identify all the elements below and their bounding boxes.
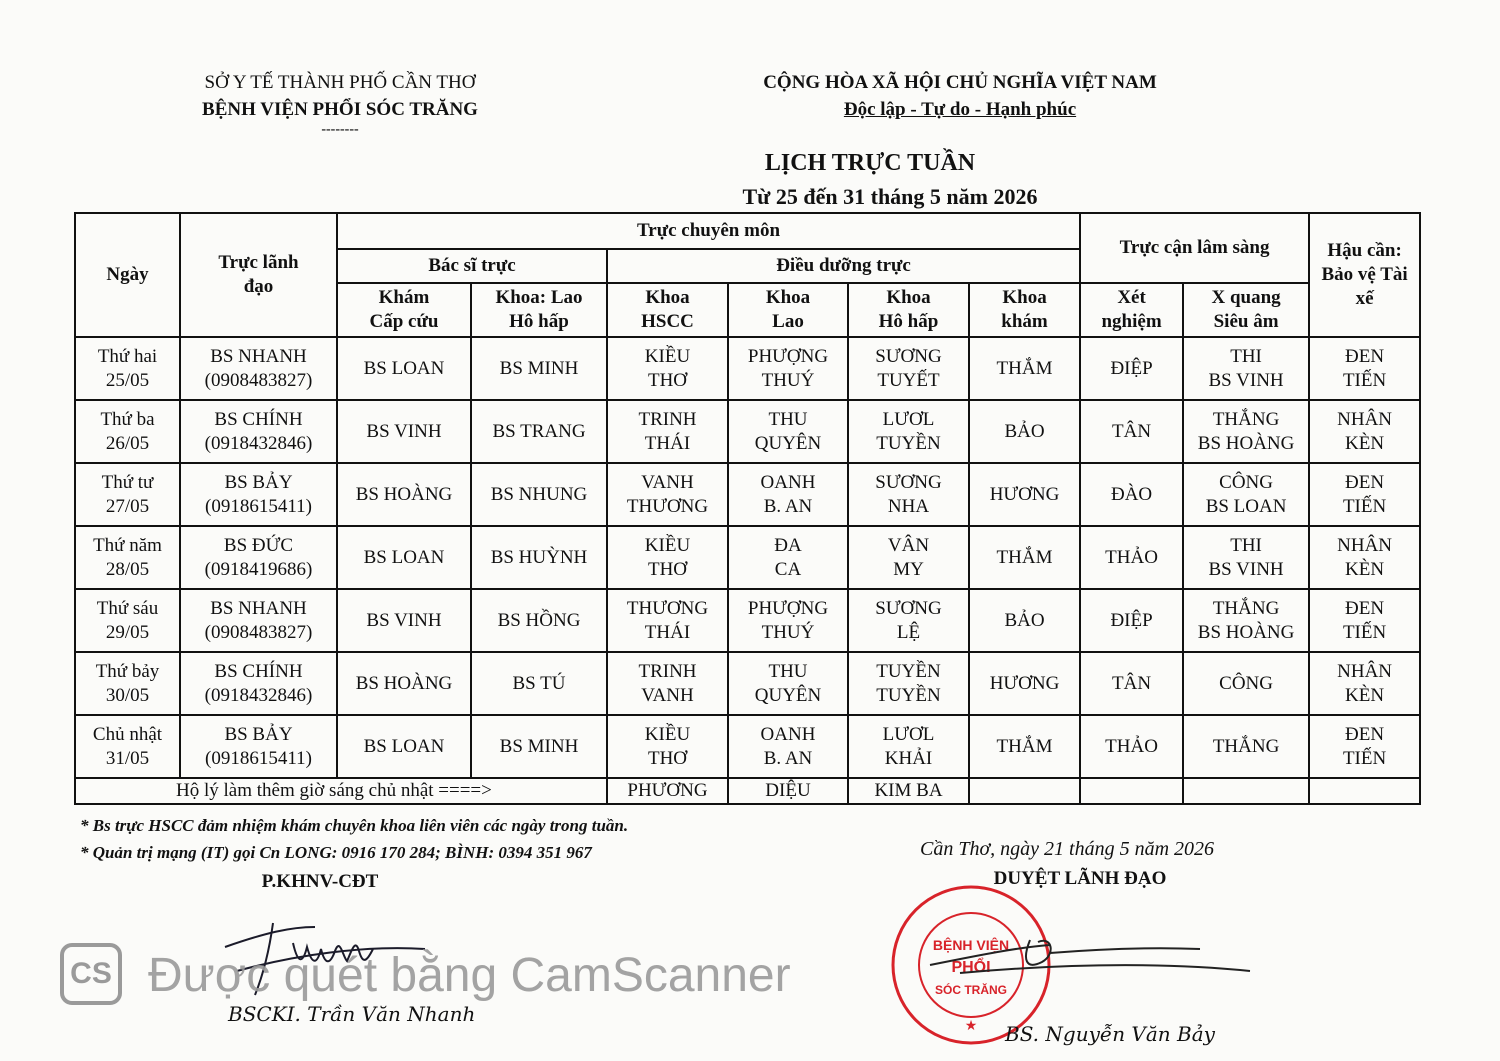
hscc-nurse-cell: THƯƠNG THÁI — [607, 589, 728, 652]
day-cell: Thứ năm 28/05 — [75, 526, 180, 589]
emergency-doctor-cell: BS LOAN — [337, 715, 471, 778]
hscc-nurse-cell: TRINH THÁI — [607, 400, 728, 463]
lab-cell: THẢO — [1080, 526, 1183, 589]
document-title: LỊCH TRỰC TUẦN — [764, 150, 976, 176]
lung-doctor-cell: BS MINH — [471, 715, 607, 778]
lab-cell: ĐIỆP — [1080, 589, 1183, 652]
lung-doctor-cell: BS TRANG — [471, 400, 607, 463]
footer-resp: KIM BA — [848, 778, 969, 804]
col-hscc-header: Khoa HSCC — [607, 283, 728, 337]
svg-text:BỆNH VIỆN: BỆNH VIỆN — [932, 937, 1010, 953]
exam-nurse-cell: BẢO — [969, 589, 1080, 652]
lab-cell: TÂN — [1080, 652, 1183, 715]
lab-cell: THẢO — [1080, 715, 1183, 778]
lung-doctor-cell: BS TÚ — [471, 652, 607, 715]
leader-cell: BS CHÍNH (0918432846) — [180, 652, 337, 715]
emergency-doctor-cell: BS LOAN — [337, 526, 471, 589]
camscanner-watermark-text: Được quét bằng CamScanner — [148, 949, 791, 1002]
table-row — [75, 526, 1420, 589]
note-line-1: * Bs trực HSCC đảm nhiệm khám chuyên khoa liên viên các ngày trong tuần. — [80, 816, 629, 835]
emergency-doctor-cell: BS HOÀNG — [337, 463, 471, 526]
table-row — [75, 400, 1420, 463]
tb-nurse-cell: THU QUYÊN — [728, 400, 848, 463]
document-subtitle: Từ 25 đến 31 tháng 5 năm 2026 — [742, 184, 1038, 209]
nurse-group-header: Điều dưỡng trực — [607, 249, 1080, 283]
day-cell: Thứ tư 27/05 — [75, 463, 180, 526]
lung-doctor-cell: BS NHUNG — [471, 463, 607, 526]
table-row — [75, 715, 1420, 778]
paraclinical-group-header: Trực cận lâm sàng — [1080, 213, 1309, 283]
resp-nurse-cell: TUYỀN TUYỀN — [848, 652, 969, 715]
xray-cell: THẮNG — [1183, 715, 1309, 778]
left-dept-label: P.KHNV-CĐT — [261, 871, 379, 892]
col-lung-header: Khoa: Lao Hô hấp — [471, 283, 607, 337]
leader-cell: BS NHANH (0908483827) — [180, 337, 337, 400]
leader-cell: BS BẢY (0918615411) — [180, 463, 337, 526]
hospital-name: BỆNH VIỆN PHỔI SÓC TRĂNG — [202, 99, 478, 120]
logistics-cell: ĐEN TIẾN — [1309, 589, 1420, 652]
right-signature — [900, 925, 1260, 995]
table-row — [75, 589, 1420, 652]
country-motto: Độc lập - Tự do - Hạnh phúc — [843, 99, 1077, 120]
tb-nurse-cell: THU QUYÊN — [728, 652, 848, 715]
place-date: Cần Thơ, ngày 21 tháng 5 năm 2026 — [920, 838, 1215, 860]
resp-nurse-cell: VÂN MY — [848, 526, 969, 589]
resp-nurse-cell: SƯƠNG TUYẾT — [848, 337, 969, 400]
camscanner-badge: CS — [60, 943, 122, 1005]
specialty-group-header: Trực chuyên môn — [337, 213, 1080, 249]
doctor-group-header: Bác sĩ trực — [337, 249, 607, 283]
col-tb-header: Khoa Lao — [728, 283, 848, 337]
day-cell: Thứ hai 25/05 — [75, 337, 180, 400]
tb-nurse-cell: PHƯỢNG THUÝ — [728, 589, 848, 652]
exam-nurse-cell: BẢO — [969, 400, 1080, 463]
table-row — [75, 337, 1420, 400]
leader-cell: BS NHANH (0908483827) — [180, 589, 337, 652]
xray-cell: CÔNG BS LOAN — [1183, 463, 1309, 526]
lung-doctor-cell: BS MINH — [471, 337, 607, 400]
logistics-cell: NHÂN KÈN — [1309, 400, 1420, 463]
logistics-cell: ĐEN TIẾN — [1309, 463, 1420, 526]
day-cell: Thứ ba 26/05 — [75, 400, 180, 463]
logistics-cell: NHÂN KÈN — [1309, 526, 1420, 589]
footer-empty — [1080, 778, 1183, 804]
tb-nurse-cell: OANH B. AN — [728, 463, 848, 526]
table-row — [75, 652, 1420, 715]
note-line-2: * Quản trị mạng (IT) gọi Cn LONG: 0916 170 284; BÌNH: 0394 351 967 — [80, 843, 592, 862]
svg-text:PHỔI: PHỔI — [951, 959, 991, 976]
hscc-nurse-cell: TRINH VANH — [607, 652, 728, 715]
xray-cell: THI BS VINH — [1183, 526, 1309, 589]
department-name: SỞ Y TẾ THÀNH PHỐ CẦN THƠ — [204, 72, 476, 93]
leader-cell: BS CHÍNH (0918432846) — [180, 400, 337, 463]
country-name: CỘNG HÒA XÃ HỘI CHỦ NGHĨA VIỆT NAM — [763, 72, 1157, 93]
approval-title: DUYỆT LÃNH ĐẠO — [993, 868, 1167, 889]
hscc-nurse-cell: VANH THƯƠNG — [607, 463, 728, 526]
footer-empty — [969, 778, 1080, 804]
leader-cell: BS BẢY (0918615411) — [180, 715, 337, 778]
lung-doctor-cell: BS HỒNG — [471, 589, 607, 652]
resp-nurse-cell: LƯƠL TUYỀN — [848, 400, 969, 463]
exam-nurse-cell: THẮM — [969, 715, 1080, 778]
logistics-cell: NHÂN KÈN — [1309, 652, 1420, 715]
resp-nurse-cell: SƯƠNG NHA — [848, 463, 969, 526]
svg-text:SÓC TRĂNG: SÓC TRĂNG — [935, 983, 1007, 997]
tb-nurse-cell: ĐA CA — [728, 526, 848, 589]
day-cell: Chủ nhật 31/05 — [75, 715, 180, 778]
col-exam-header: Khoa khám — [969, 283, 1080, 337]
col-resp-header: Khoa Hô hấp — [848, 283, 969, 337]
col-emergency-header: Khám Cấp cứu — [337, 283, 471, 337]
exam-nurse-cell: THẮM — [969, 337, 1080, 400]
logistics-header: Hậu cần: Bảo vệ Tài xế — [1309, 213, 1420, 337]
logistics-cell: ĐEN TIẾN — [1309, 337, 1420, 400]
col-lab-header: Xét nghiệm — [1080, 283, 1183, 337]
xray-cell: THI BS VINH — [1183, 337, 1309, 400]
col-day-header: Ngày — [75, 213, 180, 337]
resp-nurse-cell: SƯƠNG LỆ — [848, 589, 969, 652]
footer-row — [75, 778, 1420, 804]
lab-cell: ĐÀO — [1080, 463, 1183, 526]
exam-nurse-cell: HƯƠNG — [969, 463, 1080, 526]
day-cell: Thứ sáu 29/05 — [75, 589, 180, 652]
xray-cell: THẮNG BS HOÀNG — [1183, 589, 1309, 652]
col-leader-header: Trực lãnh đạo — [180, 213, 337, 337]
table-row — [75, 463, 1420, 526]
exam-nurse-cell: THẮM — [969, 526, 1080, 589]
left-signer-name: BSCKI. Trần Văn Nhanh — [228, 1002, 476, 1026]
hscc-nurse-cell: KIỀU THƠ — [607, 715, 728, 778]
emergency-doctor-cell: BS HOÀNG — [337, 652, 471, 715]
lab-cell: ĐIỆP — [1080, 337, 1183, 400]
emergency-doctor-cell: BS VINH — [337, 589, 471, 652]
tb-nurse-cell: PHƯỢNG THUÝ — [728, 337, 848, 400]
hscc-nurse-cell: KIỀU THƠ — [607, 337, 728, 400]
lung-doctor-cell: BS HUỲNH — [471, 526, 607, 589]
col-xray-header: X quang Siêu âm — [1183, 283, 1309, 337]
footer-empty — [1183, 778, 1309, 804]
tb-nurse-cell: OANH B. AN — [728, 715, 848, 778]
exam-nurse-cell: HƯƠNG — [969, 652, 1080, 715]
footer-label: Hộ lý làm thêm giờ sáng chủ nhật ====> — [75, 778, 607, 804]
xray-cell: CÔNG — [1183, 652, 1309, 715]
logistics-cell: ĐEN TIẾN — [1309, 715, 1420, 778]
emergency-doctor-cell: BS VINH — [337, 400, 471, 463]
duty-schedule-table — [74, 212, 1421, 805]
right-signer-name: BS. Nguyễn Văn Bảy — [1005, 1022, 1215, 1046]
emergency-doctor-cell: BS LOAN — [337, 337, 471, 400]
svg-text:★: ★ — [964, 1019, 978, 1034]
footer-empty — [1309, 778, 1420, 804]
xray-cell: THẮNG BS HOÀNG — [1183, 400, 1309, 463]
header-divider: -------- — [321, 122, 359, 137]
day-cell: Thứ bảy 30/05 — [75, 652, 180, 715]
resp-nurse-cell: LƯƠL KHẢI — [848, 715, 969, 778]
footer-tb: DIỆU — [728, 778, 848, 804]
hscc-nurse-cell: KIỀU THƠ — [607, 526, 728, 589]
lab-cell: TÂN — [1080, 400, 1183, 463]
leader-cell: BS ĐỨC (0918419686) — [180, 526, 337, 589]
footer-hscc: PHƯƠNG — [607, 778, 728, 804]
